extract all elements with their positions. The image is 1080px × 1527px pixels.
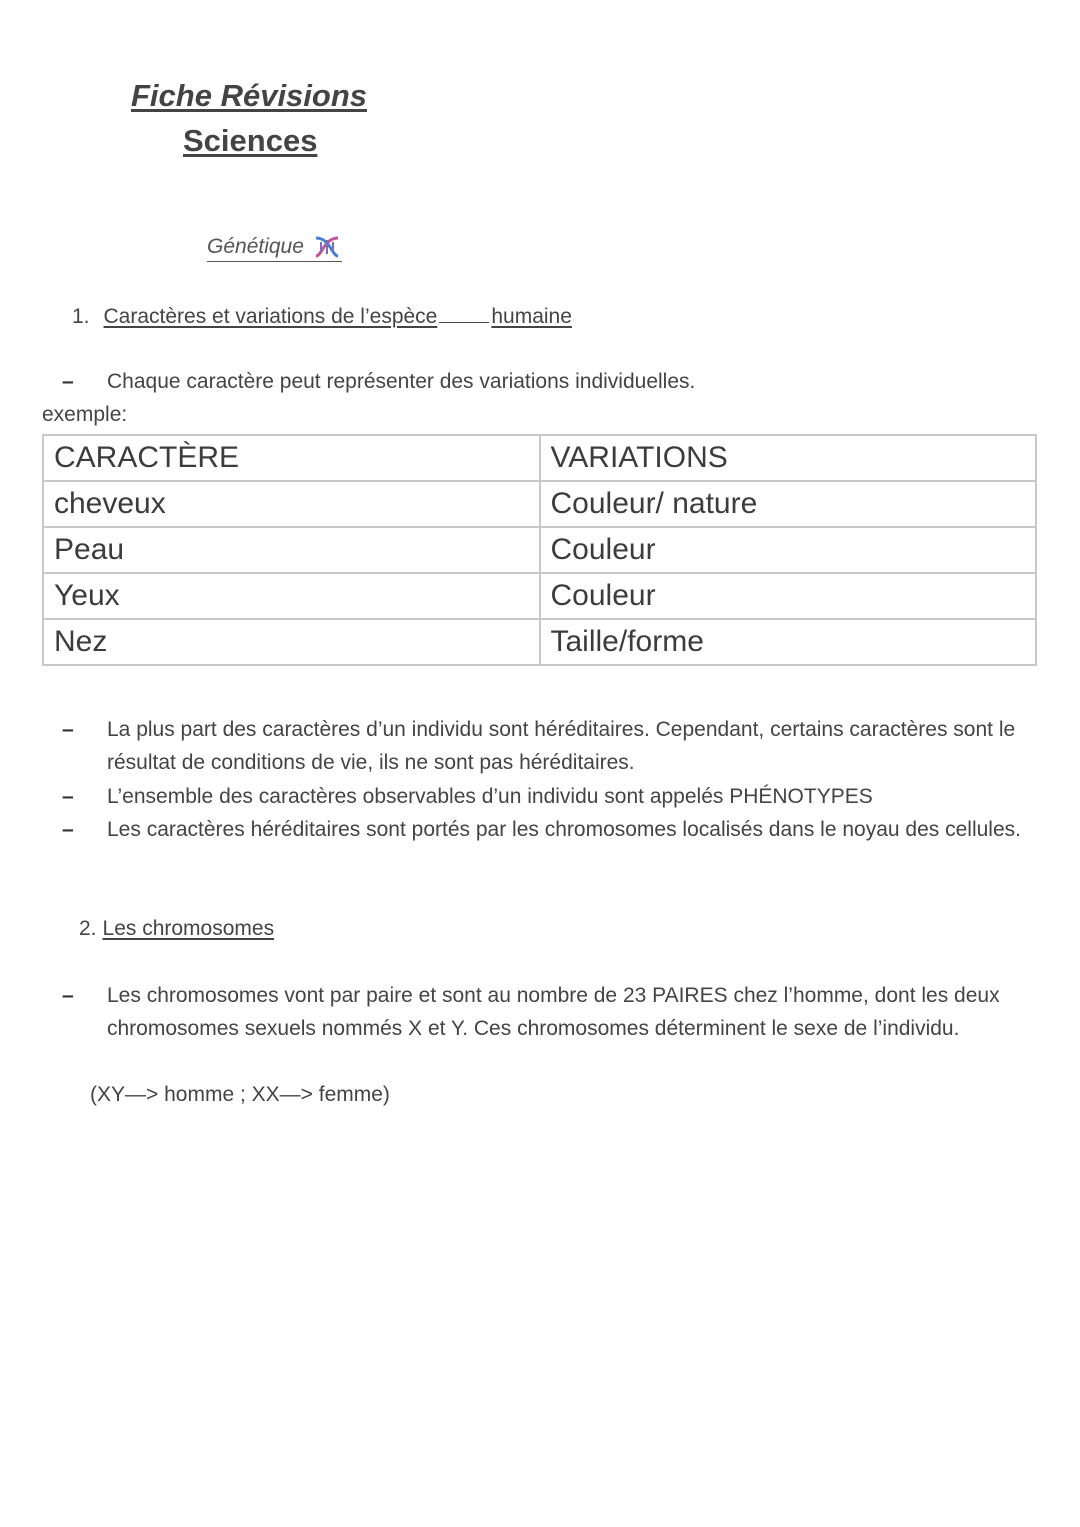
table-header-row bbox=[43, 435, 1036, 481]
part1-title-b: humaine bbox=[491, 305, 572, 328]
page-subtitle: Sciences bbox=[183, 123, 318, 158]
part1-heading bbox=[72, 302, 572, 330]
list-item bbox=[62, 713, 1047, 779]
table-cell: Yeux bbox=[43, 573, 540, 619]
list-item-text: La plus part des caractères d’un individu sont héréditaires. Cependant, certains caractères sont le résultat de conditions de vie, ils ne sont pas héréditaires. bbox=[107, 718, 1016, 774]
list-item bbox=[62, 813, 1047, 846]
table-row bbox=[43, 573, 1036, 619]
sex-chromosome-note: (XY—> homme ; XX—> femme) bbox=[90, 1083, 390, 1106]
intro-bullet bbox=[62, 365, 1047, 398]
table-row bbox=[43, 481, 1036, 527]
example-label: exemple: bbox=[42, 403, 128, 426]
heading-gap-underline bbox=[439, 302, 489, 323]
bullet-dash: – bbox=[62, 984, 74, 1007]
list-item-text: L’ensemble des caractères observables d’un individu sont appelés PHÉNOTYPES bbox=[107, 785, 873, 808]
part2-number: 2. bbox=[79, 917, 97, 940]
table-cell: Couleur bbox=[540, 573, 1037, 619]
table-cell: Taille/forme bbox=[540, 619, 1037, 665]
table-cell: Nez bbox=[43, 619, 540, 665]
dna-icon bbox=[312, 234, 342, 260]
section-label: Génétique bbox=[207, 235, 304, 258]
bullet-dash: – bbox=[62, 370, 74, 393]
table-row bbox=[43, 619, 1036, 665]
table-cell: Peau bbox=[43, 527, 540, 573]
intro-bullet-text: Chaque caractère peut représenter des variations individuelles. bbox=[107, 370, 696, 393]
bullet-dash: – bbox=[62, 785, 74, 808]
list-item bbox=[62, 780, 1047, 813]
list-item-text: Les caractères héréditaires sont portés par les chromosomes localisés dans le noyau des cellules. bbox=[107, 818, 1021, 841]
table-cell: cheveux bbox=[43, 481, 540, 527]
table-header-cell: VARIATIONS bbox=[540, 435, 1037, 481]
page-title: Fiche Révisions bbox=[131, 78, 368, 113]
part1-title-a: Caractères et variations de l’espèce bbox=[103, 305, 438, 328]
part2-heading bbox=[79, 916, 274, 942]
table-header-cell: CARACTÈRE bbox=[43, 435, 540, 481]
table-cell: Couleur/ nature bbox=[540, 481, 1037, 527]
bullet-dash: – bbox=[62, 718, 74, 741]
list-item-text: Les chromosomes vont par paire et sont au nombre de 23 PAIRES chez l’homme, dont les deux chromosomes sexuels nommés X et Y. Ces chromosomes déterminent le sexe de l’individu. bbox=[107, 984, 1000, 1040]
section-heading bbox=[207, 234, 342, 262]
part1-number: 1. bbox=[72, 305, 90, 328]
table-cell: Couleur bbox=[540, 527, 1037, 573]
bullet-dash: – bbox=[62, 818, 74, 841]
part2-title: Les chromosomes bbox=[102, 917, 275, 940]
characters-table bbox=[42, 434, 1037, 666]
table-row bbox=[43, 527, 1036, 573]
list-item bbox=[62, 979, 1047, 1045]
